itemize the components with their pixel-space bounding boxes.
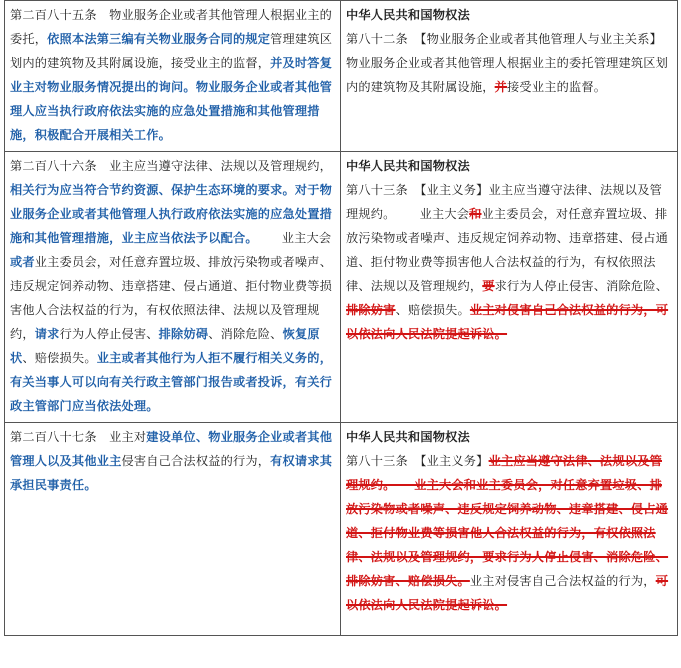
deleted-text-segment: 业主应当遵守法律、法规以及管理规约。 业主大会和业主委员会，对任意弃置垃圾、排放污染物或者噪声、违反规定饲养动物、违章搭建、侵占通道、拒付物业费等损害他人合法权益的行为，有权依照法律、法规以及管理规约，要求行为人停止侵害、消除危险、排除妨害、赔偿损失。 [346,454,669,588]
deleted-text-segment: 和 [469,207,482,221]
amended-text-segment: 相关行为应当符合节约资源、保护生态环境的要求。对于物业服务企业或者其他管理人执行政府依法实施的应急处置措施和其他管理措施，业主应当依法予以配合。 [10,183,333,245]
text-segment: 第八十二条 【物业服务企业或者其他管理人与业主关系】物业服务企业或者其他管理人根据业主的委托管理建筑区划内的建筑物及其附属设施， [346,32,669,94]
table-row [5,152,678,423]
text-segment: 业主委员会，对任意弃置垃圾、排放污染物或者噪声、违反规定饲养动物、违章搭建、侵占通道、拒付物业费等损害他人合法权益的行为，有权依照法律、法规以及管理规约， [346,207,669,293]
text-segment: 第八十三条 【业主义务】 [346,454,489,468]
text-segment: 管理建筑区划内的建筑物及其附属设施，接受业主的监督， [10,32,333,70]
amended-text-segment: 请求 [34,327,60,341]
text-segment: 求行为人停止侵害、消除危险、 [494,279,669,293]
table-row [5,423,678,636]
amended-text-segment: 物业服务企业或者其他管理人应当执行政府依法实施的应急处置措施和其他管理措施，积极配合开展相关工作。 [10,80,333,142]
article-text [346,27,672,99]
amended-text-segment: 排除妨碍 [158,327,209,341]
text-segment: 业主对侵害自己合法权益的行为， [469,574,656,588]
amended-text-segment: 业主或者其他行为人拒不履行相关义务的，有关当事人可以向有关行政主管部门报告或者投诉，有关行政主管部门应当依法处理。 [10,351,333,413]
deleted-text-segment: 要 [482,279,495,293]
source-law-heading: 中华人民共和国物权法 [346,8,470,22]
source-law-heading: 中华人民共和国物权法 [346,159,470,173]
amended-text-segment: 或者 [10,255,35,269]
text-segment: 第二百八十六条 业主应当遵守法律、法规以及管理规约， [10,159,333,173]
amended-text-segment: 并及时答复业主对物业服务情况提出的询问。 [10,56,333,94]
civil-code-article-cell [5,152,341,423]
text-segment: 第二百八十五条 物业服务企业或者其他管理人根据业主的委托， [10,8,333,46]
text-segment: 、赔偿损失。 [395,303,470,317]
text-segment: 、赔偿损失。 [22,351,97,365]
amended-text-segment: 恢复原状 [10,327,320,365]
amended-text-segment: 有权请求其承担民事责任。 [10,454,333,492]
deleted-text-segment: 并 [494,80,508,94]
property-law-article-cell [341,1,678,152]
text-segment: 第八十三条 【业主义务】业主应当遵守法律、法规以及管理规约。 [346,183,662,221]
civil-code-article-cell [5,1,341,152]
property-law-article-cell [341,152,678,423]
amended-text-segment: 依照本法第三编有关物业服务合同的规定 [47,32,271,46]
text-segment: 侵害自己合法权益的行为， [121,454,271,468]
law-comparison-table [4,0,678,636]
amended-text-segment: 建设单位、物业服务企业或者其他管理人以及其他业主 [10,430,333,468]
text-segment: 第二百八十七条 业主对 [10,430,147,444]
property-law-article-cell [341,423,678,636]
civil-code-article-cell [5,423,341,636]
text-segment: 业主大会 [419,207,470,221]
table-row [5,1,678,152]
text-segment: 行为人停止侵害、 [59,327,159,341]
text-segment: 接受业主的监督。 [507,80,607,94]
deleted-text-segment: 排除妨害 [346,303,396,317]
article-text [346,449,672,617]
text-segment: 业主委员会，对任意弃置垃圾、排放污染物或者噪声、违反规定饲养动物、违章搭建、侵占通道、拒付物业费等损害他人合法权益的行为，有权依照法律、法规以及管理规约， [10,255,333,341]
article-text [346,178,672,346]
deleted-text-segment: 可以依法向人民法院提起诉讼。 [346,574,669,612]
deleted-text-segment: 业主对侵害自己合法权益的行为，可以依法向人民法院提起诉讼。 [346,303,669,341]
text-segment: 、消除危险、 [208,327,283,341]
text-segment: 业主大会 [281,231,332,245]
source-law-heading: 中华人民共和国物权法 [346,430,470,444]
